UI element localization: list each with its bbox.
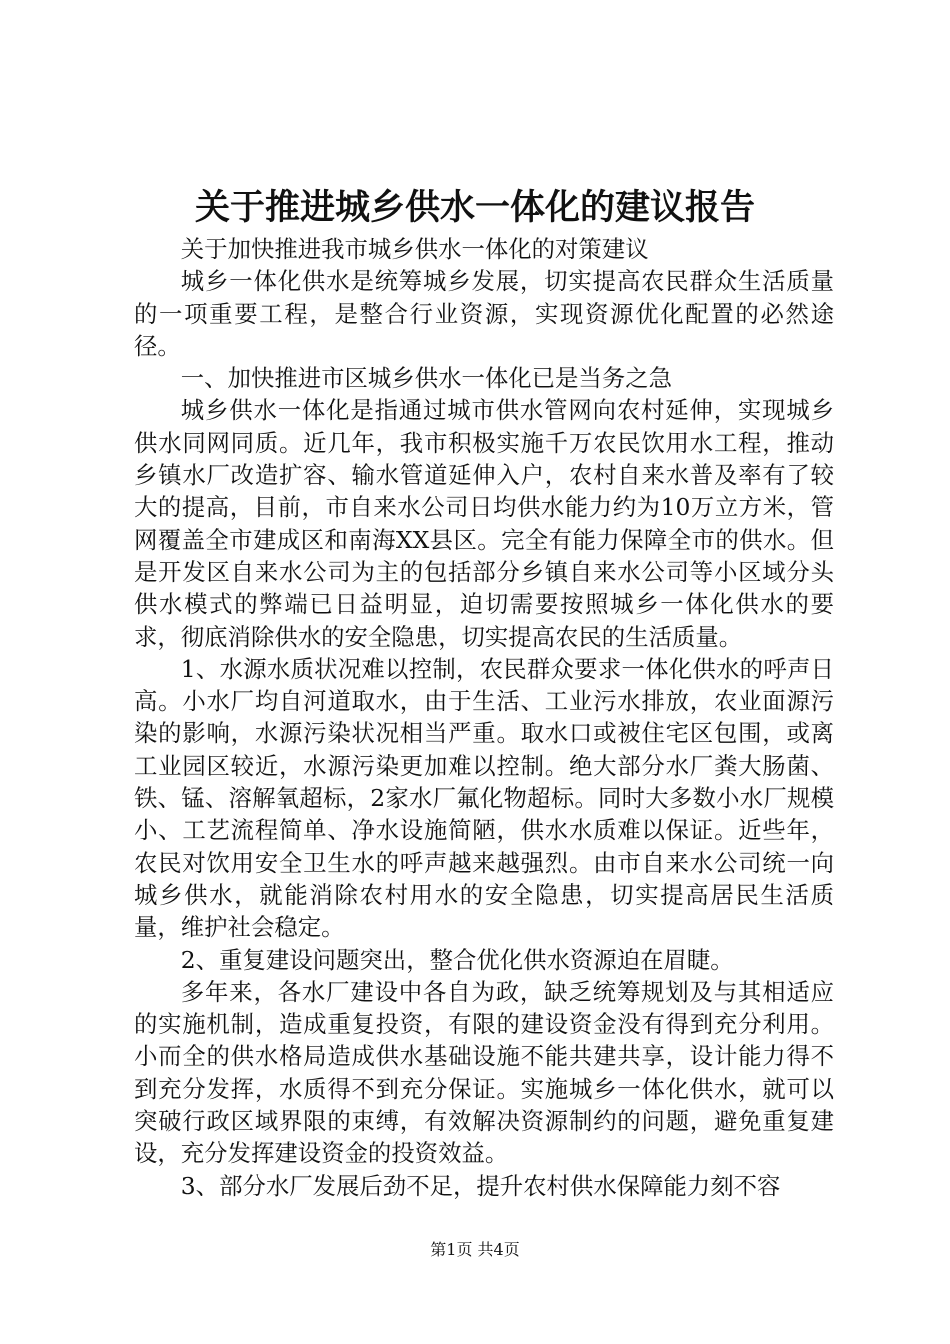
document-title: 关于推进城乡供水一体化的建议报告 — [194, 187, 755, 228]
paragraph-point-1: 1、水源水质状况难以控制，农民群众要求一体化供水的呼声日高。小水厂均自河道取水，由于生活、工业污水排放，农业面源污染的影响，水源污染状况相当严重。取水口或被住宅区包围，或离工业园区较近，水源污染更加难以控制。绝大部分水厂粪大肠菌、铁、锰、溶解氧超标，2家水厂氟化物超标。同时大多数小水厂规模小、工艺流程简单、净水设施简陋，供水水质难以保证。近些年，农民对饮用安全卫生水的呼声越来越强烈。由市自来水公司统一向城乡供水，就能消除农村用水的安全隐患，切实提高居民生活质量，维护社会稳定。 — [134, 654, 834, 942]
paragraph-point-2-body: 多年来，各水厂建设中各自为政，缺乏统筹规划及与其相适应的实施机制，造成重复投资，有限的建设资金没有得到充分利用。小而全的供水格局造成供水基础设施不能共建共享，设计能力得不到充分发挥，水质得不到充分保证。实施城乡一体化供水，就可以突破行政区域界限的束缚，有效解决资源制约的问题，避免重复建设，充分发挥建设资金的投资效益。 — [134, 977, 834, 1168]
paragraph-subtitle: 关于加快推进我市城乡供水一体化的对策建议 — [180, 235, 649, 263]
paragraph-point-3-heading: 3、部分水厂发展后劲不足，提升农村供水保障能力刻不容 — [180, 1171, 781, 1200]
document-body — [134, 233, 834, 1202]
section-heading-1: 一、加快推进市区城乡供水一体化已是当务之急 — [180, 364, 672, 393]
page-number: 第1页 共4页 — [430, 1240, 520, 1259]
paragraph-point-2-heading: 2、重复建设问题突出，整合优化供水资源迫在眉睫。 — [180, 945, 734, 974]
paragraph-intro: 城乡一体化供水是统筹城乡发展，切实提高农民群众生活质量的一项重要工程，是整合行业资源，实现资源优化配置的必然途径。 — [134, 267, 834, 360]
paragraph-section-1: 城乡供水一体化是指通过城市供水管网向农村延伸，实现城乡供水同网同质。近几年，我市积极实施千万农民饮用水工程，推动乡镇水厂改造扩容、输水管道延伸入户，农村自来水普及率有了较大的提高，目前，市自来水公司日均供水能力约为10万立方米，管网覆盖全市建成区和南海XX县区。完全有能力保障全市的供水。但是开发区自来水公司为主的包括部分乡镇自来水公司等小区域分头供水模式的弊端已日益明显，迫切需要按照城乡一体化供水的要求，彻底消除供水的安全隐患，切实提高农民的生活质量。 — [134, 396, 834, 651]
